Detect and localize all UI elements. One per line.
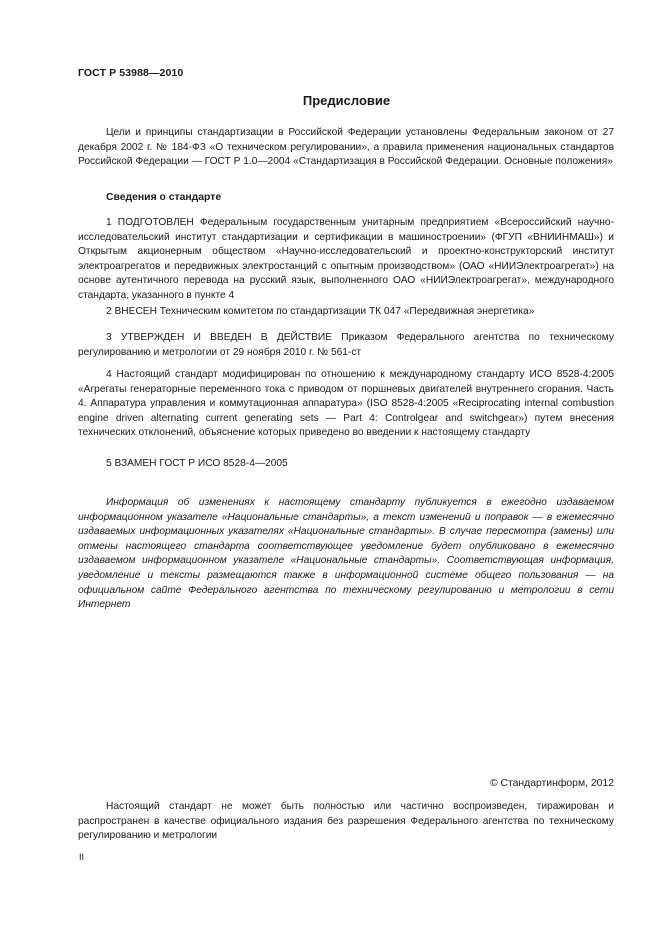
page-number: II: [79, 852, 85, 862]
page-title: Предисловие: [302, 93, 391, 108]
item-1-paragraph: 1 ПОДГОТОВЛЕН Федеральным государственным унитарным предприятием «Всероссийский научно-исследовательский институт стандартизации и сертификации в машиностроении» (ФГУП «ВНИИНМАШ») и Открытым акционерным обществом «Научно-исследовательский и проектно-конструкторский институт электроагрегатов и передвижных электростанций с опытным производством» (ОАО «НИИЭлектроагрегат») на основе аутентичного перевода на русский язык, выполненного ОАО «НИИЭлектроагрегат», международного стандарта, указанного в пункте 4: [78, 217, 614, 301]
info-heading: Сведения о стандарте: [106, 192, 222, 203]
intro-paragraph: Цели и принципы стандартизации в Российской Федерации установлены Федеральным законом от 27 декабря 2002 г. № 184-ФЗ «О техническом регулировании», а правила применения национальных стандартов Российской Федерации — ГОСТ Р 1.0—2004 «Стандартизация в Российской Федерации. Основные положения»: [78, 127, 614, 168]
notice-paragraph: Информация об изменениях к настоящему стандарту публикуется в ежегодно издаваемом информационном указателе «Национальные стандарты», а текст изменений и поправок — в ежемесячно издаваемых информационных указателях «Национальные стандарты». В случае пересмотра (замены) или отмены настоящего стандарта соответствующее уведомление будет опубликовано в ежемесячно издаваемом информационном указателе «Национальные стандарты». Соответствующая информация, уведомление и тексты размещаются также в информационной системе общего пользования — на официальном сайте Федерального агентства по техническому регулированию и метрологии в сети Интернет: [78, 497, 614, 611]
document-header: ГОСТ Р 53988—2010: [78, 67, 184, 79]
item-5-paragraph: 5 ВЗАМЕН ГОСТ Р ИСО 8528-4—2005: [106, 458, 288, 469]
copyright-notice: © Стандартинформ, 2012: [489, 778, 614, 789]
item-2-paragraph: 2 ВНЕСЕН Техническим комитетом по стандартизации ТК 047 «Передвижная энергетика»: [106, 306, 535, 317]
item-3-paragraph: 3 УТВЕРЖДЕН И ВВЕДЕН В ДЕЙСТВИЕ Приказом Федерального агентства по техническому регулированию и метрологии от 29 ноября 2010 г. № 561-ст: [78, 332, 614, 358]
item-4-paragraph: 4 Настоящий стандарт модифицирован по отношению к международному стандарту ИСО 8528-4:2005 «Агрегаты генераторные переменного тока с приводом от поршневых двигателей внутреннего сгорания. Часть 4. Аппаратура управления и коммутационная аппаратура» (ISO 8528-4:2005 «Reciprocating internal combustion engine driven alternating current generating sets — Part 4: Controlgear and switchgear») путем внесения технических отклонений, объяснение которых приведено во введении к настоящему стандарту: [78, 369, 614, 439]
reproduction-notice: Настоящий стандарт не может быть полностью или частично воспроизведен, тиражирован и распространен в качестве официального издания без разрешения Федерального агентства по техническому регулированию и метрологии: [78, 801, 614, 842]
